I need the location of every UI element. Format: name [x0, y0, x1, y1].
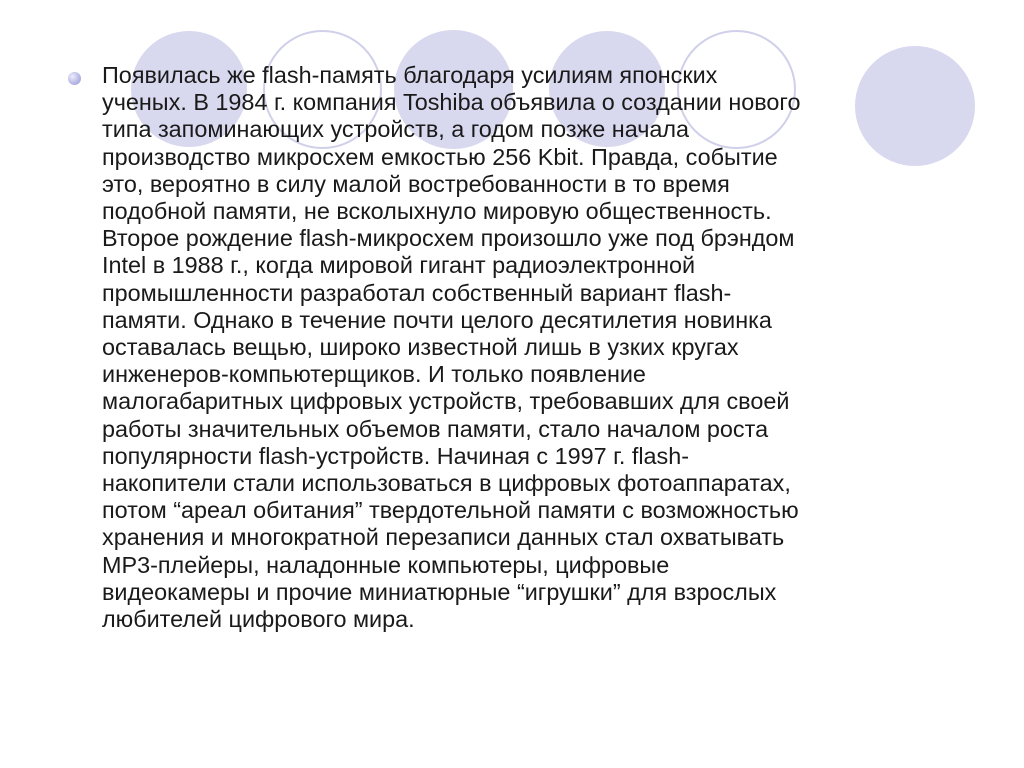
bullet-icon: [68, 72, 81, 85]
bullet-item: [64, 62, 964, 633]
bullet-text: Появилась же flash-память благодаря усилиям японских ученых. В 1984 г. компания Toshiba объявила о создании нового типа запоминающих устройств, а годом позже начала производство микросхем емкостью 256 Kbit. Правда, событие это, вероятно в силу малой востребованности в то время подобной памяти, не всколыхнуло мировую общественность. Второе рождение flash-микросхем произошло уже под брэндом Intel в 1988 г., когда мировой гигант радиоэлектронной промышленности разработал собственный вариант flash- памяти. Однако в течение почти целого десятилетия новинка оставалась вещью, широко известной лишь в узких кругах инженеров-компьютерщиков. И только появление малогабаритных цифровых устройств, требовавших для своей работы значительных объемов памяти, стало началом роста популярности flash-устройств. Начиная с 1997 г. flash- накопители стали использоваться в цифровых фотоаппаратах, потом “ареал обитания” твердотельной памяти с возможностью хранения и многократной перезаписи данных стал охватывать MP3-плейеры, наладонные компьютеры, цифровые видеокамеры и прочие миниатюрные “игрушки” для взрослых любителей цифрового мира.: [102, 62, 801, 633]
slide-body: [64, 62, 964, 633]
